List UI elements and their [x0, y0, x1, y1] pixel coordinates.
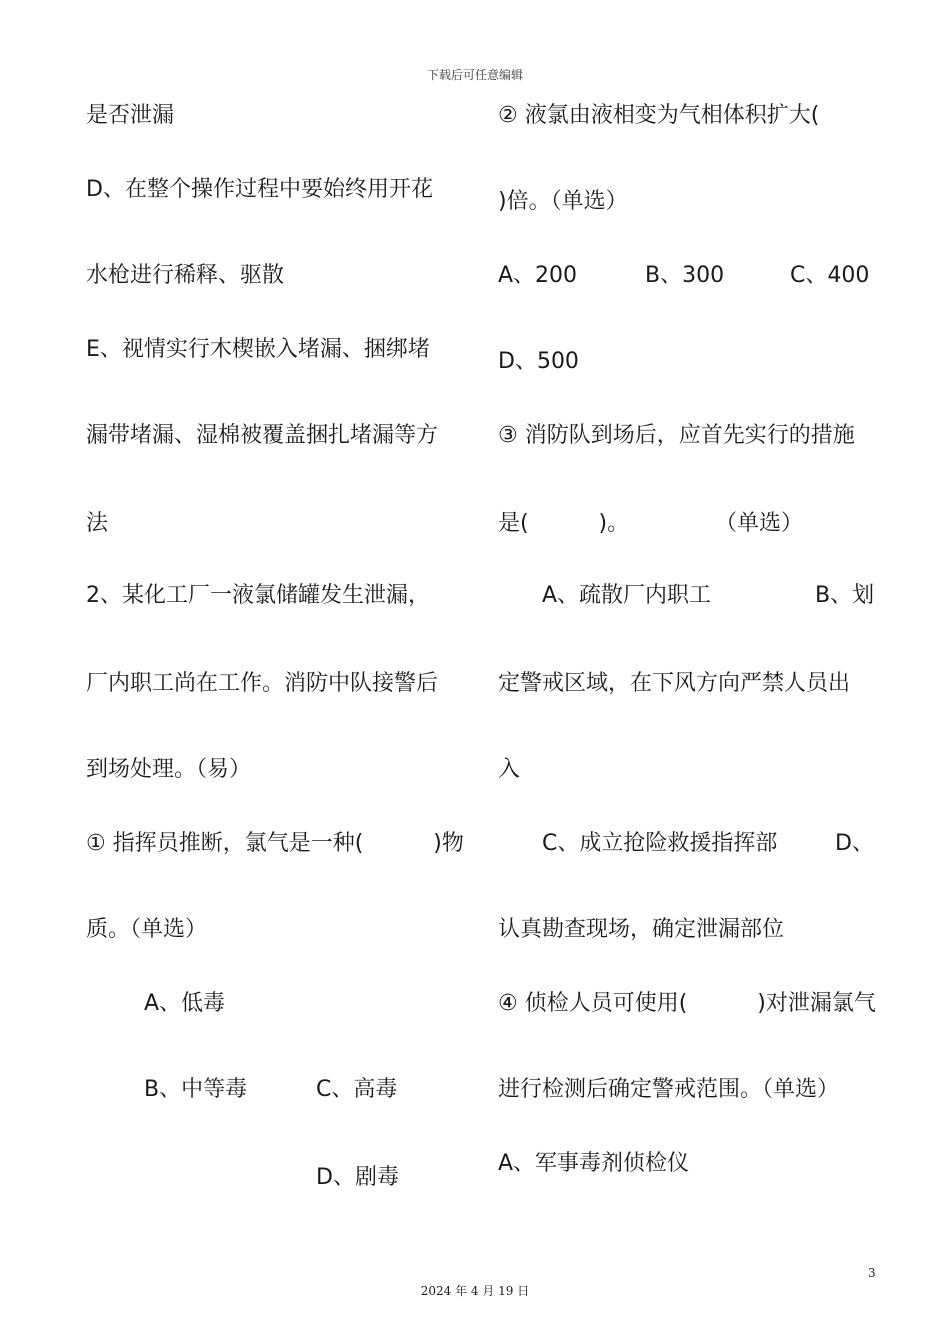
left-line-3: 水枪进行稀释、驱散	[86, 263, 285, 288]
option-a: A、低毒	[144, 991, 226, 1016]
right-line-4: 是( )。	[498, 511, 630, 536]
option-b: B、划	[815, 583, 875, 608]
page-footer-date: 2024 年 4 月 19 日	[420, 1284, 530, 1298]
option-b: B、300	[645, 263, 725, 288]
option-d: D、剧毒	[316, 1165, 399, 1190]
right-line-8: ④ 侦检人员可使用( )对泄漏氯气	[498, 991, 876, 1016]
right-line-9: 进行检测后确定警戒范围。（单选）	[498, 1077, 840, 1102]
left-line-7: 2、某化工厂一液氯储罐发生泄漏，	[86, 583, 430, 608]
left-line-1: 是否泄漏	[86, 103, 175, 128]
left-line-5: 漏带堵漏、湿棉被覆盖捆扎堵漏等方	[86, 423, 439, 448]
option-a: A、疏散厂内职工	[542, 583, 712, 608]
left-line-9: 到场处理。（易）	[86, 757, 252, 782]
option-a: A、军事毒剂侦检仪	[498, 1151, 690, 1176]
right-line-1: ② 液氯由液相变为气相体积扩大(	[498, 103, 820, 128]
option-c: C、400	[790, 263, 870, 288]
right-line-7: 认真勘查现场，确定泄漏部位	[498, 917, 785, 942]
left-line-10: ① 指挥员推断，氯气是一种( )物	[86, 831, 464, 856]
option-d: D、500	[498, 349, 579, 374]
left-line-8: 厂内职工尚在工作。消防中队接警后	[86, 671, 439, 696]
question-type: （单选）	[715, 511, 804, 536]
left-line-4: E、视情实行木楔嵌入堵漏、捆绑堵	[86, 337, 430, 362]
option-b: B、中等毒	[144, 1077, 248, 1102]
left-line-11: 质。（单选）	[86, 917, 208, 942]
right-line-5: 定警戒区域，在下风方向严禁人员出	[498, 671, 851, 696]
left-line-6: 法	[86, 511, 109, 536]
right-line-2: )倍。（单选）	[498, 189, 628, 214]
page-header: 下载后可任意编辑	[426, 68, 523, 82]
page-number: 3	[868, 1266, 876, 1280]
left-line-2: D、在整个操作过程中要始终用开花	[86, 177, 433, 202]
option-d: D、	[835, 831, 874, 856]
option-c: C、高毒	[316, 1077, 398, 1102]
option-a: A、200	[498, 263, 578, 288]
option-c: C、成立抢险救援指挥部	[542, 831, 778, 856]
right-line-6: 入	[498, 757, 521, 782]
right-line-3: ③ 消防队到场后，应首先实行的措施	[498, 423, 855, 448]
